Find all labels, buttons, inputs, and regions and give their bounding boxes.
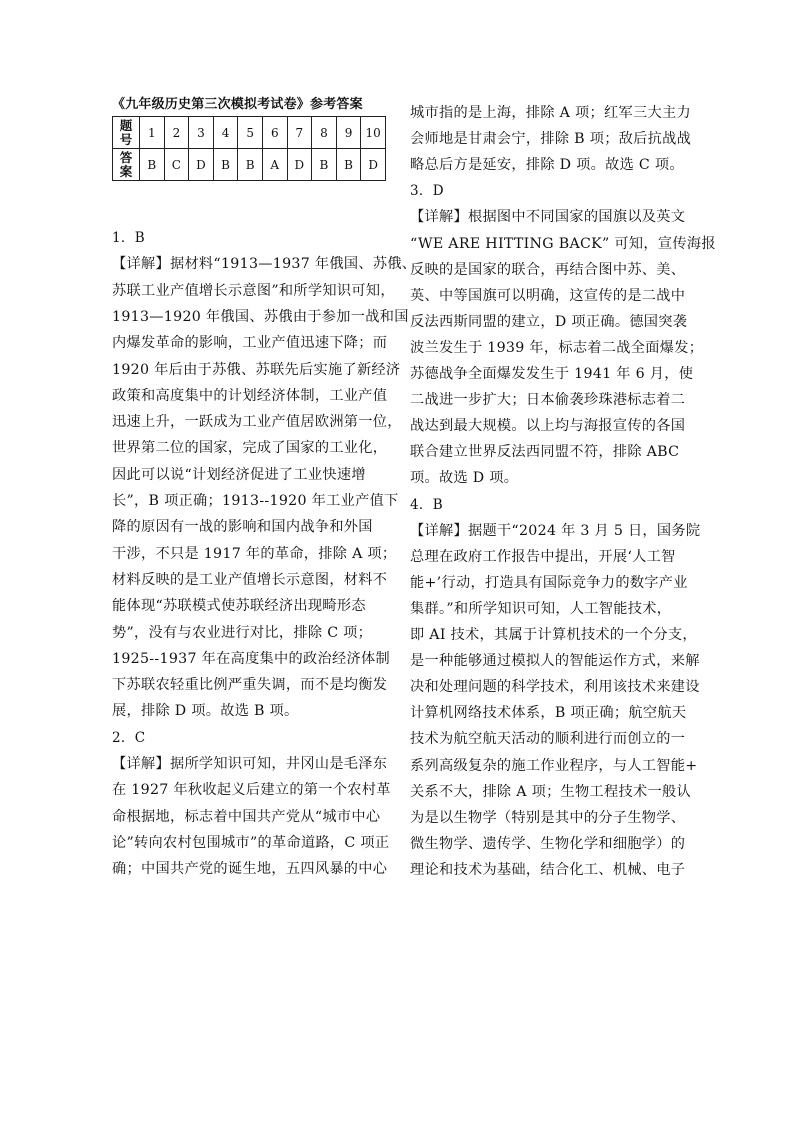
header-char: 答 [119, 149, 133, 165]
answer-text-line: 是一种能够通过模拟人的智能运作方式，来解 [410, 653, 700, 670]
answer-text-line: 联合建立世界反法西同盟不符，排除 ABC [410, 444, 680, 461]
answer-text-line: 战达到最大规模。以上均与海报宣传的各国 [410, 418, 686, 435]
question-number: 3．D [410, 183, 444, 200]
answer-cell: A [262, 149, 287, 181]
number-cell: 10 [361, 117, 386, 149]
header-cell-number [113, 117, 140, 149]
answer-text-line: 决和处理问题的科学技术，利用该技术来建设 [410, 679, 700, 696]
answer-text-line: 苏联工业产值增长示意图”和所学知识可知， [112, 282, 395, 299]
page-title: 《九年级历史第三次模拟考试卷》参考答案 [112, 97, 363, 112]
answer-text-line: 1920 年后由于苏俄、苏联先后实施了新经济 [112, 361, 401, 378]
answer-text-line: 1925--1937 年在高度集中的政治经济体制 [112, 650, 390, 667]
answer-text-line: 1913—1920 年俄国、苏俄由于参加一战和国 [112, 308, 409, 325]
header-char: 题 [119, 117, 133, 133]
answer-text-line: 干涉，不只是 1917 年的革命，排除 A 项； [112, 545, 397, 562]
answer-cell: B [312, 149, 337, 181]
answer-table [112, 116, 386, 181]
number-cell: 1 [140, 117, 165, 149]
answer-text-line: 关系不大，排除 A 项；生物工程技术一般认 [410, 783, 691, 800]
header-cell-answer [113, 149, 140, 181]
answer-text-line: 势”，没有与农业进行对比，排除 C 项； [112, 624, 373, 641]
answer-text-line: 为是以生物学（特别是其中的分子生物学、 [410, 809, 686, 826]
answer-text-line: 英、中等国旗可以明确，这宣传的是二战中 [410, 287, 686, 304]
header-char: 号 [119, 131, 133, 147]
answer-text-line: 理论和技术为基础，结合化工、机械、电子 [410, 861, 686, 878]
number-cell: 8 [312, 117, 337, 149]
answer-text-line: 二战进一步扩大；日本偷袭珍珠港标志着二 [410, 392, 686, 409]
answer-text-line: 略总后方是延安，排除 D 项。故选 C 项。 [410, 157, 684, 174]
answer-text-line: 即 AI 技术，其属于计算机技术的一个分支， [410, 627, 697, 643]
answer-text-line: 因此可以说“计划经济促进了工业快速增 [112, 466, 366, 483]
answer-cell: B [238, 149, 263, 181]
answer-text-line: 【详解】据材料“1913—1937 年俄国、苏俄、 [112, 256, 417, 273]
answer-text-line: 迅速上升，一跃成为工业产值居欧洲第一位， [112, 414, 402, 431]
answer-text-line: 集群。”和所学知识可知，人工智能技术， [410, 600, 672, 617]
question-number: 4．B [410, 496, 443, 513]
answer-text-line: 确；中国共产党的诞生地，五四风暴的中心 [112, 861, 388, 878]
answer-text-line: 命根据地，标志着中国共产党从“城市中心 [112, 808, 381, 825]
answer-text-line: 计算机网络技术体系，B 项正确；航空航天 [410, 705, 687, 722]
number-cell: 6 [262, 117, 287, 149]
answer-text-line: 长”，B 项正确；1913--1920 年工业产值下 [112, 493, 399, 509]
header-char: 案 [119, 163, 133, 179]
answer-text-line: 能+’行动，打造具有国际竞争力的数字产业 [410, 574, 688, 591]
answer-text-line: 微生物学、遗传学、生物化学和细胞学）的 [410, 835, 686, 852]
answer-text-line: 【详解】根据图中不同国家的国旗以及英文 [410, 209, 686, 226]
answer-text-line: 项。故选 D 项。 [410, 470, 519, 487]
answer-text-line: 【详解】据题干“2024 年 3 月 5 日，国务院 [410, 522, 701, 539]
answer-text-line: 反法西斯同盟的建立，D 项正确。德国突袭 [410, 313, 688, 330]
answer-text-line: 反映的是国家的联合，再结合图中苏、美、 [410, 261, 686, 278]
table-row-answers [113, 149, 386, 181]
number-cell: 7 [287, 117, 312, 149]
answer-cell: B [213, 149, 238, 181]
answer-text-line: 政策和高度集中的计划经济体制，工业产值 [112, 387, 388, 404]
answer-cell: C [164, 149, 189, 181]
answer-text-line: 城市指的是上海，排除 A 项；红军三大主力 [410, 105, 691, 121]
answer-text-line: 总理在政府工作报告中提出，开展‘人工智 [410, 548, 676, 565]
number-cell: 3 [189, 117, 214, 149]
answer-text-line: 系列高级复杂的施工作业程序，与人工智能+ [410, 757, 698, 774]
answer-cell: B [140, 149, 165, 181]
answer-text-line: 材料反映的是工业产值增长示意图，材料不 [112, 571, 388, 588]
answer-text-line: 能体现“苏联模式使苏联经济出现畸形态 [112, 598, 366, 615]
answer-text-line: 会师地是甘肃会宁，排除 B 项；敌后抗战战 [410, 131, 692, 148]
answer-cell: B [336, 149, 361, 181]
answer-text-line: 下苏联农轻重比例严重失调，而不是均衡发 [112, 677, 388, 694]
answer-text-line: 苏德战争全面爆发发生于 1941 年 6 月，使 [410, 366, 694, 382]
number-cell: 4 [213, 117, 238, 149]
number-cell: 9 [336, 117, 361, 149]
question-number: 1．B [112, 230, 145, 246]
answer-text-line: 在 1927 年秋收起义后建立的第一个农村革 [112, 782, 391, 799]
answer-cell: D [189, 149, 214, 181]
answer-text-line: 世界第二位的国家，完成了国家的工业化， [112, 440, 388, 457]
number-cell: 5 [238, 117, 263, 149]
answer-text-line: “WE ARE HITTING BACK” 可知，宣传海报 [410, 235, 716, 252]
answer-text-line: 论”转向农村包围城市”的革命道路，C 项正 [112, 834, 390, 851]
answer-text-line: 降的原因有一战的影响和国内战争和外国 [112, 519, 373, 536]
answer-text-line: 展，排除 D 项。故选 B 项。 [112, 703, 299, 720]
answer-text-line: 【详解】据所学知识可知，井冈山是毛泽东 [112, 756, 388, 772]
answer-cell: D [287, 149, 312, 181]
answer-cell: D [361, 149, 386, 181]
table-row-numbers [113, 117, 386, 149]
question-number: 2．C [112, 729, 146, 746]
answer-text-line: 内爆发革命的影响，工业产值迅速下降；而 [112, 335, 388, 352]
number-cell: 2 [164, 117, 189, 149]
answer-text-line: 波兰发生于 1939 年，标志着二战全面爆发； [410, 339, 704, 356]
answer-text-line: 技术为航空航天活动的顺利进行而创立的一 [410, 731, 686, 748]
